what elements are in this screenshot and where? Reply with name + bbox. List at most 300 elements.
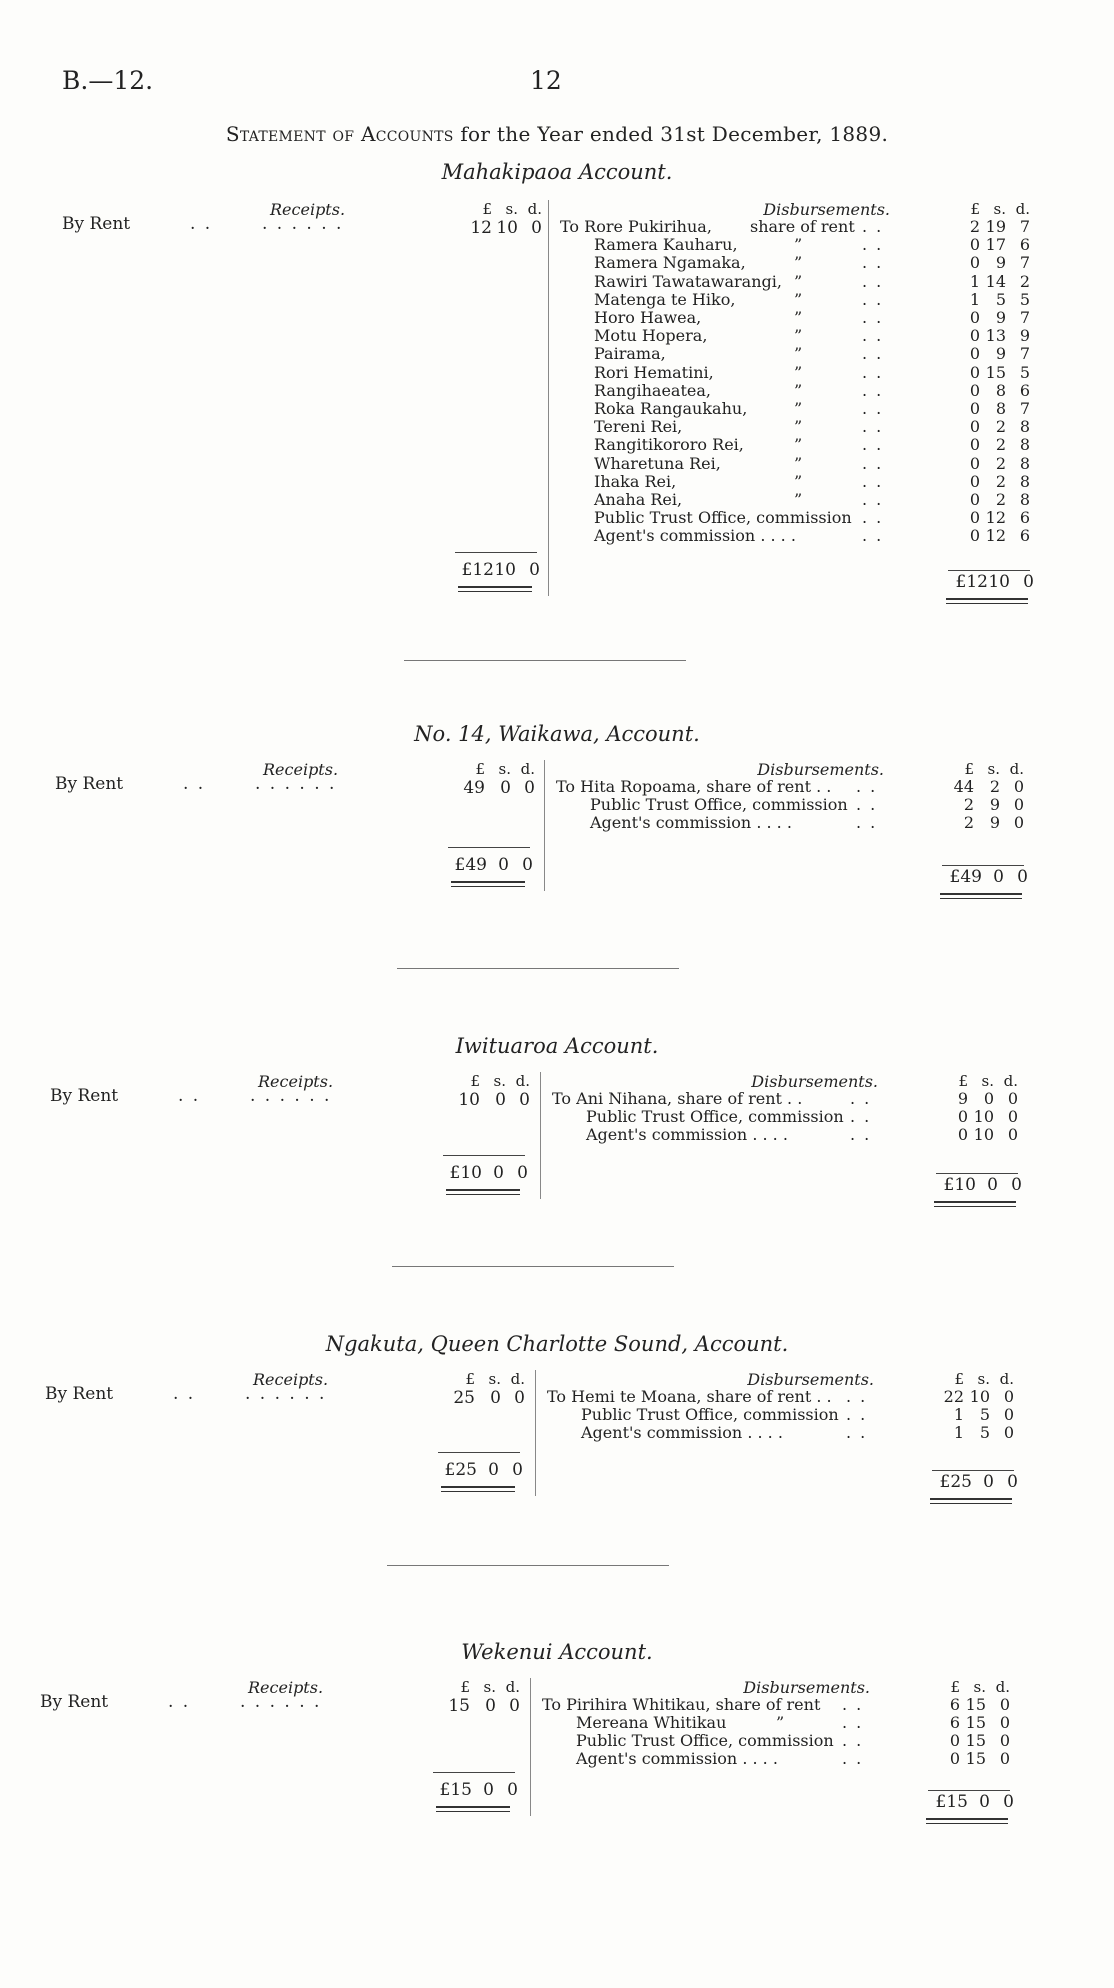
leader-dots: . . xyxy=(856,777,878,796)
shillings: 0 xyxy=(498,855,509,875)
pounds: 49 xyxy=(463,778,485,798)
receipt-amount xyxy=(452,218,542,238)
receipt-amount xyxy=(445,778,535,798)
column-divider xyxy=(548,200,549,596)
pounds: 2 xyxy=(963,795,974,814)
leader-dots: . . xyxy=(850,1089,872,1108)
shillings: s. xyxy=(973,1678,986,1696)
share-note: ” xyxy=(794,380,803,400)
statement-title xyxy=(0,122,1114,146)
disbursement-total-double-rule xyxy=(926,1818,1008,1824)
disbursement-lsd-heading xyxy=(940,200,1030,218)
pence: 7 xyxy=(1019,253,1030,273)
shillings: 0 xyxy=(488,1460,499,1480)
receipt-total-double-rule xyxy=(446,1189,520,1195)
receipt-total xyxy=(436,1163,528,1183)
disbursement-row xyxy=(560,218,1050,236)
receipts-heading: Receipts. xyxy=(263,760,339,779)
disbursement-amount xyxy=(934,796,1024,814)
shillings: s. xyxy=(498,760,511,778)
pounds: 0 xyxy=(969,417,980,437)
disbursement-row xyxy=(586,1108,1038,1126)
disbursement-amount xyxy=(940,309,1030,327)
pounds: 0 xyxy=(969,435,980,455)
payee-name: To Pirihira Whitikau, share of rent xyxy=(542,1695,821,1714)
receipt-total xyxy=(431,1460,523,1480)
disbursement-row xyxy=(594,309,1050,327)
share-note: ” xyxy=(794,453,803,473)
share-note: ” xyxy=(794,471,803,491)
share-note: share of rent xyxy=(750,217,855,236)
disbursement-amount xyxy=(940,345,1030,363)
disbursement-total-double-rule xyxy=(934,1201,1016,1207)
pounds: 1 xyxy=(953,1423,964,1442)
payee-name: Agent's commission . . . . xyxy=(594,526,796,546)
pence: d. xyxy=(505,1678,520,1696)
pounds: 6 xyxy=(949,1713,960,1732)
shillings: s. xyxy=(493,1072,506,1090)
pounds: 0 xyxy=(969,399,980,418)
leader-dots: . . xyxy=(842,1731,864,1750)
disbursement-amount xyxy=(940,364,1030,382)
shillings: s. xyxy=(987,760,1000,778)
disbursement-amount xyxy=(940,455,1030,473)
disbursement-row xyxy=(542,1696,1030,1714)
pence: 8 xyxy=(1019,435,1030,455)
pounds: 0 xyxy=(969,471,980,491)
receipt-total-rule xyxy=(448,847,530,848)
pence: 0 xyxy=(517,1163,528,1183)
payee-name: Tereni Rei, xyxy=(594,417,683,437)
shillings: 2 xyxy=(995,471,1006,491)
payee-name: Rori Hematini, xyxy=(594,362,714,382)
shillings: 0 xyxy=(490,1388,501,1408)
shillings: 10 xyxy=(973,1125,994,1144)
receipt-total-double-rule xyxy=(458,586,532,592)
pounds: 44 xyxy=(953,777,974,796)
pence: 8 xyxy=(1019,490,1030,509)
disbursement-total xyxy=(922,1792,1014,1812)
leader-dots: . . xyxy=(862,362,884,382)
pounds: £ xyxy=(964,760,974,778)
pounds: 9 xyxy=(957,1089,968,1108)
by-rent-label: By Rent xyxy=(62,214,131,234)
shillings: 10 xyxy=(494,560,516,580)
leader-dots: . . . . . . xyxy=(262,214,344,234)
disbursement-row xyxy=(594,236,1050,254)
shillings: 9 xyxy=(995,344,1006,364)
disbursement-total-rule xyxy=(948,570,1030,571)
disbursement-total xyxy=(926,1472,1018,1492)
receipt-amount xyxy=(430,1696,520,1716)
payee-name: Ramera Ngamaka, xyxy=(594,253,746,273)
disbursement-total-double-rule xyxy=(940,893,1022,899)
column-divider xyxy=(540,1072,541,1199)
pence: 0 xyxy=(531,218,542,238)
leader-dots: . . xyxy=(862,526,884,546)
leader-dots: . . xyxy=(183,774,206,794)
pence: 0 xyxy=(1013,795,1024,814)
payee-name: Anaha Rei, xyxy=(594,490,683,509)
pounds: £25 xyxy=(939,1472,972,1492)
leader-dots: . . xyxy=(862,308,884,327)
shillings: 12 xyxy=(985,508,1006,528)
pounds: 0 xyxy=(949,1731,960,1750)
leader-dots: . . . . . . xyxy=(250,1086,332,1106)
shillings: 19 xyxy=(985,217,1006,236)
pounds: 25 xyxy=(453,1388,475,1408)
pence: 0 xyxy=(1013,813,1024,832)
pence: 7 xyxy=(1019,308,1030,327)
payee-name: Pairama, xyxy=(594,344,666,364)
pence: 0 xyxy=(1003,1405,1014,1424)
disbursement-amount xyxy=(940,400,1030,418)
pence: d. xyxy=(527,200,542,218)
pounds: 22 xyxy=(943,1387,964,1406)
shillings: 2 xyxy=(995,417,1006,437)
pounds: 12 xyxy=(470,218,492,238)
leader-dots: . . xyxy=(862,471,884,491)
pence: d. xyxy=(1003,1072,1018,1090)
receipt-total xyxy=(448,560,540,580)
title-rest: for the Year ended 31st December, 1889. xyxy=(460,122,889,146)
receipt-total-rule xyxy=(443,1155,525,1156)
pence: 0 xyxy=(1003,1423,1014,1442)
pence: 2 xyxy=(1019,271,1030,291)
payee-name: Public Trust Office, commission xyxy=(581,1405,839,1424)
shillings: 0 xyxy=(500,778,511,798)
disbursement-amount xyxy=(940,382,1030,400)
share-note: ” xyxy=(794,417,803,437)
disbursement-amount xyxy=(940,218,1030,236)
pence: 0 xyxy=(514,1388,525,1408)
pence: d. xyxy=(515,1072,530,1090)
pence: 0 xyxy=(999,1731,1010,1750)
disbursement-total-rule xyxy=(936,1173,1018,1174)
payee-name: Rangihaeatea, xyxy=(594,380,711,400)
pounds: £ xyxy=(958,1072,968,1090)
shillings: 5 xyxy=(995,289,1006,309)
share-note: ” xyxy=(794,289,803,309)
pence: 8 xyxy=(1019,417,1030,437)
shillings: s. xyxy=(977,1370,990,1388)
column-divider xyxy=(535,1370,536,1496)
pounds: 0 xyxy=(949,1749,960,1768)
payee-name: Public Trust Office, commission xyxy=(586,1107,844,1126)
leader-dots: . . xyxy=(846,1423,868,1442)
shillings: s. xyxy=(981,1072,994,1090)
pounds: 10 xyxy=(458,1090,480,1110)
shillings: 15 xyxy=(965,1713,986,1732)
pence: 0 xyxy=(999,1749,1010,1768)
disbursement-total-double-rule xyxy=(946,598,1028,604)
disbursement-total-rule xyxy=(932,1470,1014,1471)
leader-dots: . . . . . . xyxy=(240,1692,322,1712)
leader-dots: . . xyxy=(862,508,884,528)
pence: 0 xyxy=(524,778,535,798)
pounds: £15 xyxy=(935,1792,968,1812)
disbursements-heading: Disbursements. xyxy=(757,760,884,779)
share-note: ” xyxy=(794,435,803,455)
shillings: 0 xyxy=(485,1696,496,1716)
pounds: 2 xyxy=(963,813,974,832)
receipts-heading: Receipts. xyxy=(270,200,346,219)
pence: 0 xyxy=(1007,1089,1018,1108)
shillings: 2 xyxy=(995,490,1006,509)
payee-name: Mereana Whitikau xyxy=(576,1713,727,1732)
disbursement-amount xyxy=(924,1388,1014,1406)
pence: d. xyxy=(520,760,535,778)
share-note: ” xyxy=(794,271,803,291)
disbursement-amount xyxy=(940,327,1030,345)
payee-name: Agent's commission . . . . xyxy=(576,1749,778,1768)
receipt-total-rule xyxy=(438,1452,520,1453)
pence: 5 xyxy=(1019,289,1030,309)
disbursement-row xyxy=(594,473,1050,491)
shillings: 5 xyxy=(979,1405,990,1424)
disbursement-total xyxy=(942,572,1034,592)
pounds: £ xyxy=(482,200,492,218)
disbursement-row xyxy=(576,1750,1030,1768)
disbursement-amount xyxy=(928,1090,1018,1108)
pence: 0 xyxy=(509,1696,520,1716)
pence: 0 xyxy=(507,1780,518,1800)
pounds: £ xyxy=(954,1370,964,1388)
shillings: 0 xyxy=(987,1175,998,1195)
shillings: 12 xyxy=(985,526,1006,546)
leader-dots: . . xyxy=(862,217,884,236)
pounds: 15 xyxy=(448,1696,470,1716)
shillings: 8 xyxy=(995,380,1006,400)
leader-dots: . . . . . . xyxy=(255,774,337,794)
leader-dots: . . xyxy=(862,399,884,418)
leader-dots: . . xyxy=(862,490,884,509)
receipt-lsd-heading xyxy=(440,1072,530,1090)
disbursement-amount xyxy=(924,1406,1014,1424)
leader-dots: . . . . . . xyxy=(245,1384,327,1404)
by-rent-label: By Rent xyxy=(40,1692,109,1712)
shillings: 0 xyxy=(983,1089,994,1108)
disbursement-amount xyxy=(928,1126,1018,1144)
leader-dots: . . xyxy=(850,1125,872,1144)
pounds: 0 xyxy=(969,508,980,528)
disbursement-lsd-heading xyxy=(924,1370,1014,1388)
pounds: £ xyxy=(465,1370,475,1388)
section-separator xyxy=(387,1565,669,1566)
shillings: 5 xyxy=(979,1423,990,1442)
pounds: 1 xyxy=(953,1405,964,1424)
pounds: £10 xyxy=(449,1163,482,1183)
disbursement-row xyxy=(594,382,1050,400)
disbursement-amount xyxy=(940,509,1030,527)
column-divider xyxy=(530,1678,531,1816)
receipt-amount xyxy=(440,1090,530,1110)
disbursement-amount xyxy=(920,1696,1010,1714)
shillings: 9 xyxy=(995,308,1006,327)
payee-name: Horo Hawea, xyxy=(594,308,702,327)
pence: 6 xyxy=(1019,526,1030,546)
shillings: s. xyxy=(505,200,518,218)
disbursement-row xyxy=(594,418,1050,436)
disbursement-amount xyxy=(928,1108,1018,1126)
disbursement-amount xyxy=(940,418,1030,436)
leader-dots: . . xyxy=(173,1384,196,1404)
payee-name: To Ani Nihana, share of rent . . xyxy=(552,1089,803,1108)
pence: 6 xyxy=(1019,235,1030,255)
disbursement-row xyxy=(552,1090,1038,1108)
pounds: 1 xyxy=(969,271,980,291)
disbursement-row xyxy=(594,254,1050,272)
share-note: ” xyxy=(794,362,803,382)
shillings: 13 xyxy=(985,326,1006,346)
receipt-total xyxy=(426,1780,518,1800)
section-separator xyxy=(397,968,679,969)
disbursement-amount xyxy=(934,778,1024,796)
disbursement-row xyxy=(594,527,1050,545)
shillings: 8 xyxy=(995,399,1006,418)
pounds: £ xyxy=(950,1678,960,1696)
disbursement-row xyxy=(556,778,1044,796)
pounds: 0 xyxy=(969,253,980,273)
column-divider xyxy=(544,760,545,891)
leader-dots: . . xyxy=(842,1749,864,1768)
leader-dots: . . xyxy=(178,1086,201,1106)
pounds: 0 xyxy=(969,344,980,364)
payee-name: Agent's commission . . . . xyxy=(581,1423,783,1442)
receipt-total xyxy=(441,855,533,875)
leader-dots: . . xyxy=(168,1692,191,1712)
pence: 9 xyxy=(1019,326,1030,346)
disbursement-amount xyxy=(940,273,1030,291)
share-note: ” xyxy=(794,235,803,255)
disbursements-heading: Disbursements. xyxy=(747,1370,874,1389)
leader-dots: . . xyxy=(862,380,884,400)
leader-dots: . . xyxy=(856,813,878,832)
pence: 0 xyxy=(1007,1107,1018,1126)
disbursement-amount xyxy=(920,1714,1010,1732)
receipts-heading: Receipts. xyxy=(248,1678,324,1697)
pounds: 0 xyxy=(969,526,980,546)
disbursements-heading: Disbursements. xyxy=(743,1678,870,1697)
receipts-heading: Receipts. xyxy=(258,1072,334,1091)
pounds: 0 xyxy=(969,235,980,255)
leader-dots: . . xyxy=(862,235,884,255)
disbursement-amount xyxy=(940,236,1030,254)
payee-name: To Hemi te Moana, share of rent . . xyxy=(547,1387,832,1406)
share-note: ” xyxy=(794,308,803,327)
page-number: 12 xyxy=(530,66,562,95)
pounds: £10 xyxy=(943,1175,976,1195)
section-separator xyxy=(392,1266,674,1267)
disbursements-heading: Disbursements. xyxy=(751,1072,878,1091)
disbursement-row xyxy=(594,436,1050,454)
pence: 7 xyxy=(1019,217,1030,236)
pence: 8 xyxy=(1019,453,1030,473)
share-note: ” xyxy=(794,399,803,418)
shillings: 15 xyxy=(985,362,1006,382)
payee-name: Ramera Kauharu, xyxy=(594,235,738,255)
disbursements-heading: Disbursements. xyxy=(763,200,890,219)
leader-dots: . . xyxy=(862,453,884,473)
share-note: ” xyxy=(794,253,803,273)
receipt-total-rule xyxy=(455,552,537,553)
payee-name: Public Trust Office, commission xyxy=(576,1731,834,1750)
pence: 0 xyxy=(1017,867,1028,887)
disbursement-lsd-heading xyxy=(928,1072,1018,1090)
shillings: 0 xyxy=(483,1780,494,1800)
document-code: B.—12. xyxy=(62,66,154,95)
shillings: s. xyxy=(483,1678,496,1696)
leader-dots: . . xyxy=(846,1387,868,1406)
pence: 0 xyxy=(519,1090,530,1110)
disbursement-row xyxy=(581,1406,1034,1424)
section-separator xyxy=(404,660,686,661)
payee-name: Motu Hopera, xyxy=(594,326,708,346)
receipt-amount xyxy=(435,1388,525,1408)
leader-dots: . . xyxy=(856,795,878,814)
shillings: 9 xyxy=(995,253,1006,273)
leader-dots: . . xyxy=(862,435,884,455)
disbursement-row xyxy=(594,400,1050,418)
pence: 6 xyxy=(1019,508,1030,528)
shillings: 15 xyxy=(965,1731,986,1750)
shillings: 10 xyxy=(973,1107,994,1126)
pounds: £15 xyxy=(439,1780,472,1800)
pounds: 0 xyxy=(969,490,980,509)
pence: 8 xyxy=(1019,471,1030,491)
leader-dots: . . xyxy=(862,271,884,291)
shillings: 0 xyxy=(983,1472,994,1492)
pence: d. xyxy=(995,1678,1010,1696)
disbursement-amount xyxy=(924,1424,1014,1442)
payee-name: Roka Rangaukahu, xyxy=(594,399,748,418)
disbursement-row xyxy=(586,1126,1038,1144)
pounds: £ xyxy=(470,1072,480,1090)
payee-name: Public Trust Office, commission xyxy=(590,795,848,814)
leader-dots: . . xyxy=(846,1405,868,1424)
pence: 0 xyxy=(1003,1792,1014,1812)
disbursement-row xyxy=(594,364,1050,382)
receipt-lsd-heading xyxy=(435,1370,525,1388)
leader-dots: . . xyxy=(842,1713,864,1732)
pence: 0 xyxy=(1007,1125,1018,1144)
disbursement-row xyxy=(576,1732,1030,1750)
disbursement-amount xyxy=(940,291,1030,309)
share-note: ” xyxy=(794,344,803,364)
shillings: 0 xyxy=(993,867,1004,887)
pounds: £12 xyxy=(461,560,494,580)
disbursement-row xyxy=(576,1714,1030,1732)
pounds: £ xyxy=(475,760,485,778)
pounds: 0 xyxy=(957,1125,968,1144)
disbursement-row xyxy=(581,1424,1034,1442)
shillings: 15 xyxy=(965,1749,986,1768)
payee-name: Matenga te Hiko, xyxy=(594,289,736,309)
account-title: Mahakipaoa Account. xyxy=(441,160,673,184)
pounds: 0 xyxy=(957,1107,968,1126)
leader-dots: . . xyxy=(190,214,213,234)
pence: 0 xyxy=(999,1695,1010,1714)
disbursement-total-double-rule xyxy=(930,1498,1012,1504)
disbursement-row xyxy=(594,491,1050,509)
pence: 0 xyxy=(999,1713,1010,1732)
disbursement-row xyxy=(590,796,1044,814)
disbursement-amount xyxy=(940,436,1030,454)
disbursement-amount xyxy=(940,473,1030,491)
payee-name: Public Trust Office, commission xyxy=(594,508,852,528)
disbursement-total xyxy=(936,867,1028,887)
receipt-lsd-heading xyxy=(445,760,535,778)
